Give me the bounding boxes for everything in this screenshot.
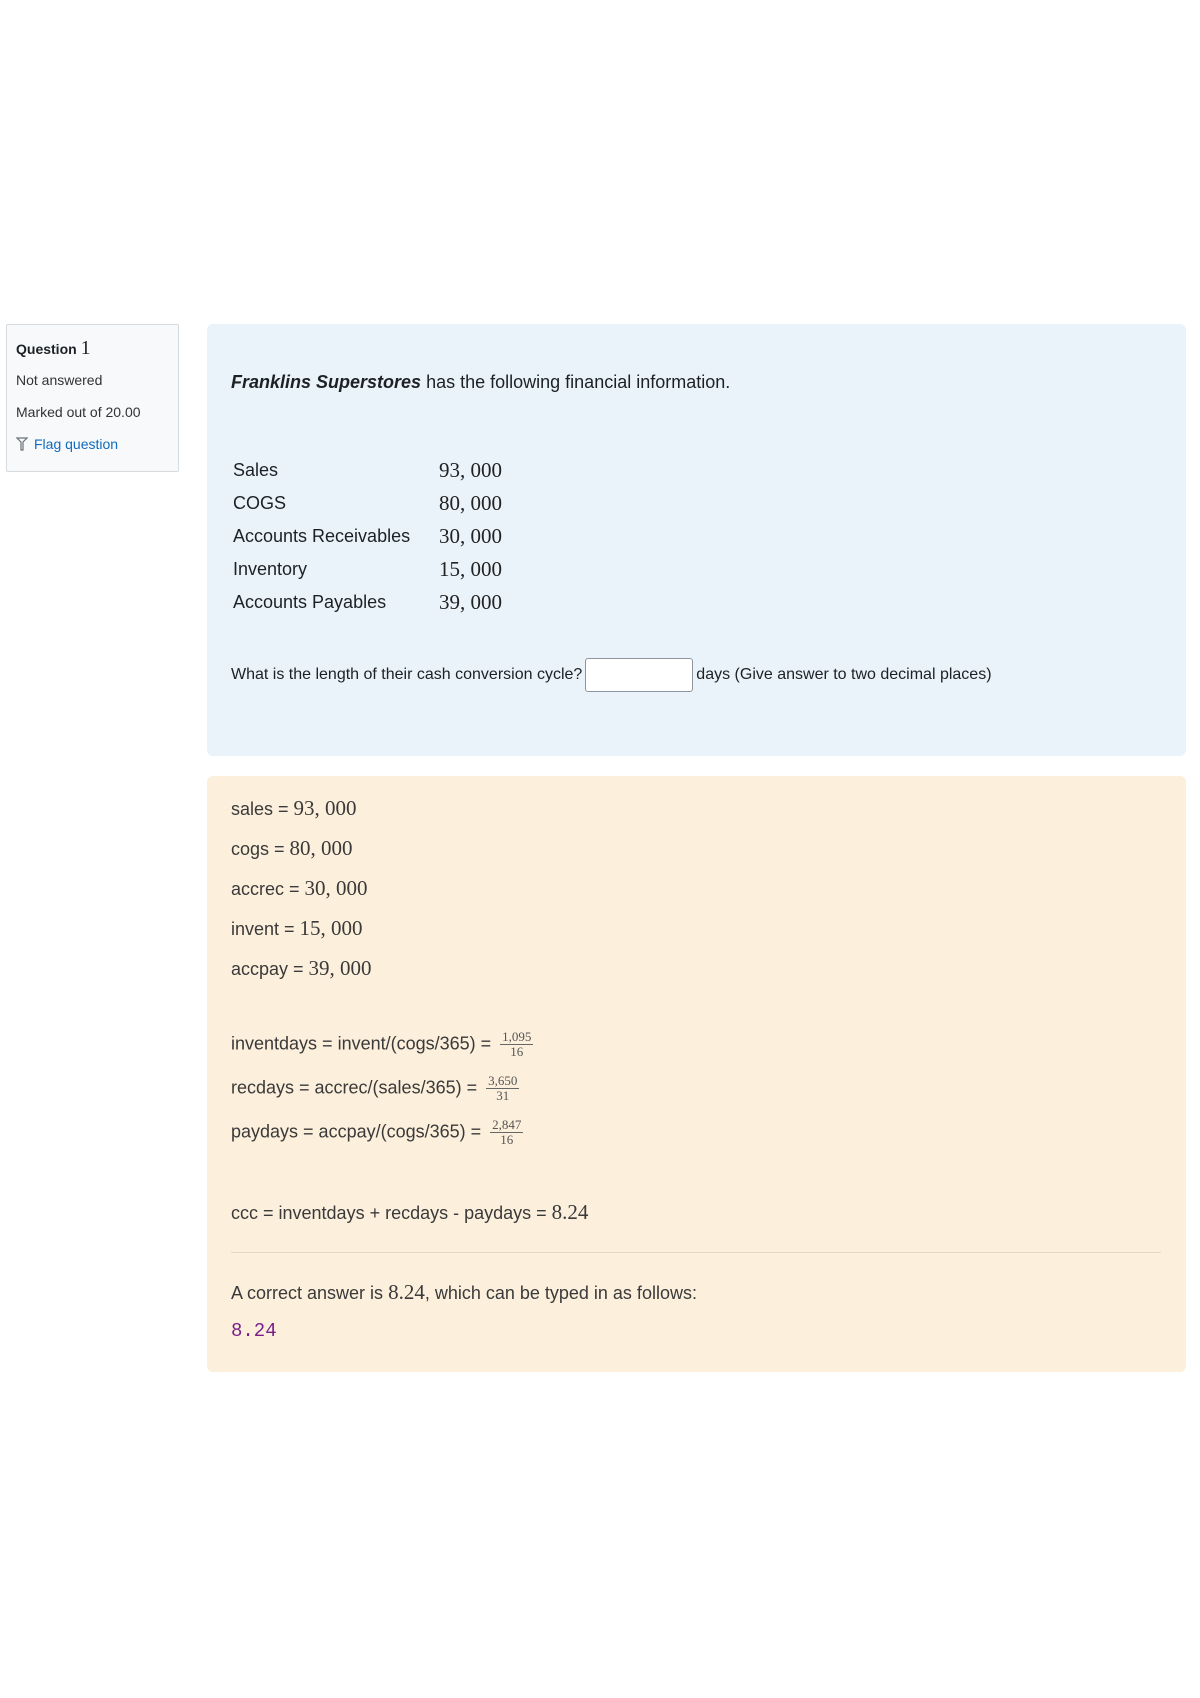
table-row [231, 586, 502, 619]
prompt-suffix: days (Give answer to two decimal places) [696, 666, 992, 683]
fraction-denominator: 16 [510, 1044, 524, 1060]
right-answer-value: 8.24 [388, 1280, 425, 1304]
row-label: Accounts Receivables [233, 526, 411, 546]
fraction-numerator: 3,650 [488, 1073, 518, 1088]
answer-prompt [231, 658, 992, 692]
divider [231, 1252, 1161, 1253]
question-text [231, 372, 730, 393]
var-line [231, 916, 363, 941]
ccc-value: 8.24 [551, 1200, 589, 1224]
formula-text: recdays = accrec/(sales/365) = [231, 1077, 483, 1098]
formula-line [231, 1118, 523, 1148]
row-label: Accounts Payables [233, 592, 387, 612]
formula-line [231, 1074, 519, 1104]
flag-question-label: Flag question [34, 436, 119, 452]
row-value: 80, 000 [439, 491, 502, 515]
feedback-panel [207, 776, 1186, 1372]
var-name: sales = [231, 799, 294, 819]
var-name: accrec = [231, 879, 305, 899]
question-number: 1 [80, 337, 91, 359]
var-line [231, 796, 357, 821]
answer-input[interactable] [585, 658, 693, 692]
var-value: 39, 000 [308, 956, 372, 980]
question-state: Not answered [16, 372, 103, 388]
row-value: 30, 000 [439, 524, 502, 548]
table-row [231, 487, 502, 520]
right-answer [231, 1280, 697, 1305]
right-answer-prefix: A correct answer is [231, 1283, 389, 1303]
var-name: accpay = [231, 959, 309, 979]
question-label: Question [16, 341, 77, 357]
var-value: 15, 000 [299, 916, 363, 940]
row-value: 15, 000 [439, 557, 502, 581]
flag-icon [16, 437, 28, 451]
ccc-line [231, 1200, 588, 1225]
ccc-text: ccc = inventdays + recdays - paydays = [231, 1203, 552, 1223]
financial-table [231, 454, 502, 619]
formula-text: inventdays = invent/(cogs/365) = [231, 1033, 497, 1054]
row-value: 39, 000 [439, 590, 502, 614]
formula-text: paydays = accpay/(cogs/365) = [231, 1121, 487, 1142]
var-value: 30, 000 [304, 876, 368, 900]
var-name: cogs = [231, 839, 290, 859]
right-answer-suffix: , which can be typed in as follows: [424, 1283, 697, 1303]
table-row [231, 553, 502, 586]
var-line [231, 876, 368, 901]
table-row [231, 454, 502, 487]
row-label: Sales [233, 460, 279, 480]
question-info-panel [6, 324, 179, 472]
question-number-heading [16, 337, 169, 360]
formula-line [231, 1030, 533, 1060]
var-line [231, 836, 353, 861]
prompt-text: What is the length of their cash conversion cycle? [231, 666, 583, 683]
var-name: invent = [231, 919, 300, 939]
var-value: 80, 000 [289, 836, 353, 860]
typed-answer: 8.24 [231, 1320, 277, 1342]
table-row [231, 520, 502, 553]
row-label: COGS [233, 493, 287, 513]
var-line [231, 956, 372, 981]
fraction-denominator: 31 [496, 1088, 510, 1104]
fraction-numerator: 2,847 [492, 1117, 522, 1132]
fraction-numerator: 1,095 [502, 1029, 532, 1044]
fraction [490, 1118, 523, 1148]
fraction [500, 1030, 533, 1060]
fraction [486, 1074, 519, 1104]
flag-question-button[interactable] [16, 436, 169, 452]
company-name: Franklins Superstores [231, 372, 422, 392]
question-grade: Marked out of 20.00 [16, 404, 141, 420]
var-value: 93, 000 [293, 796, 357, 820]
question-formulation [207, 324, 1186, 756]
question-intro: has the following financial information. [421, 372, 731, 392]
row-label: Inventory [233, 559, 308, 579]
row-value: 93, 000 [439, 458, 502, 482]
fraction-denominator: 16 [500, 1132, 514, 1148]
